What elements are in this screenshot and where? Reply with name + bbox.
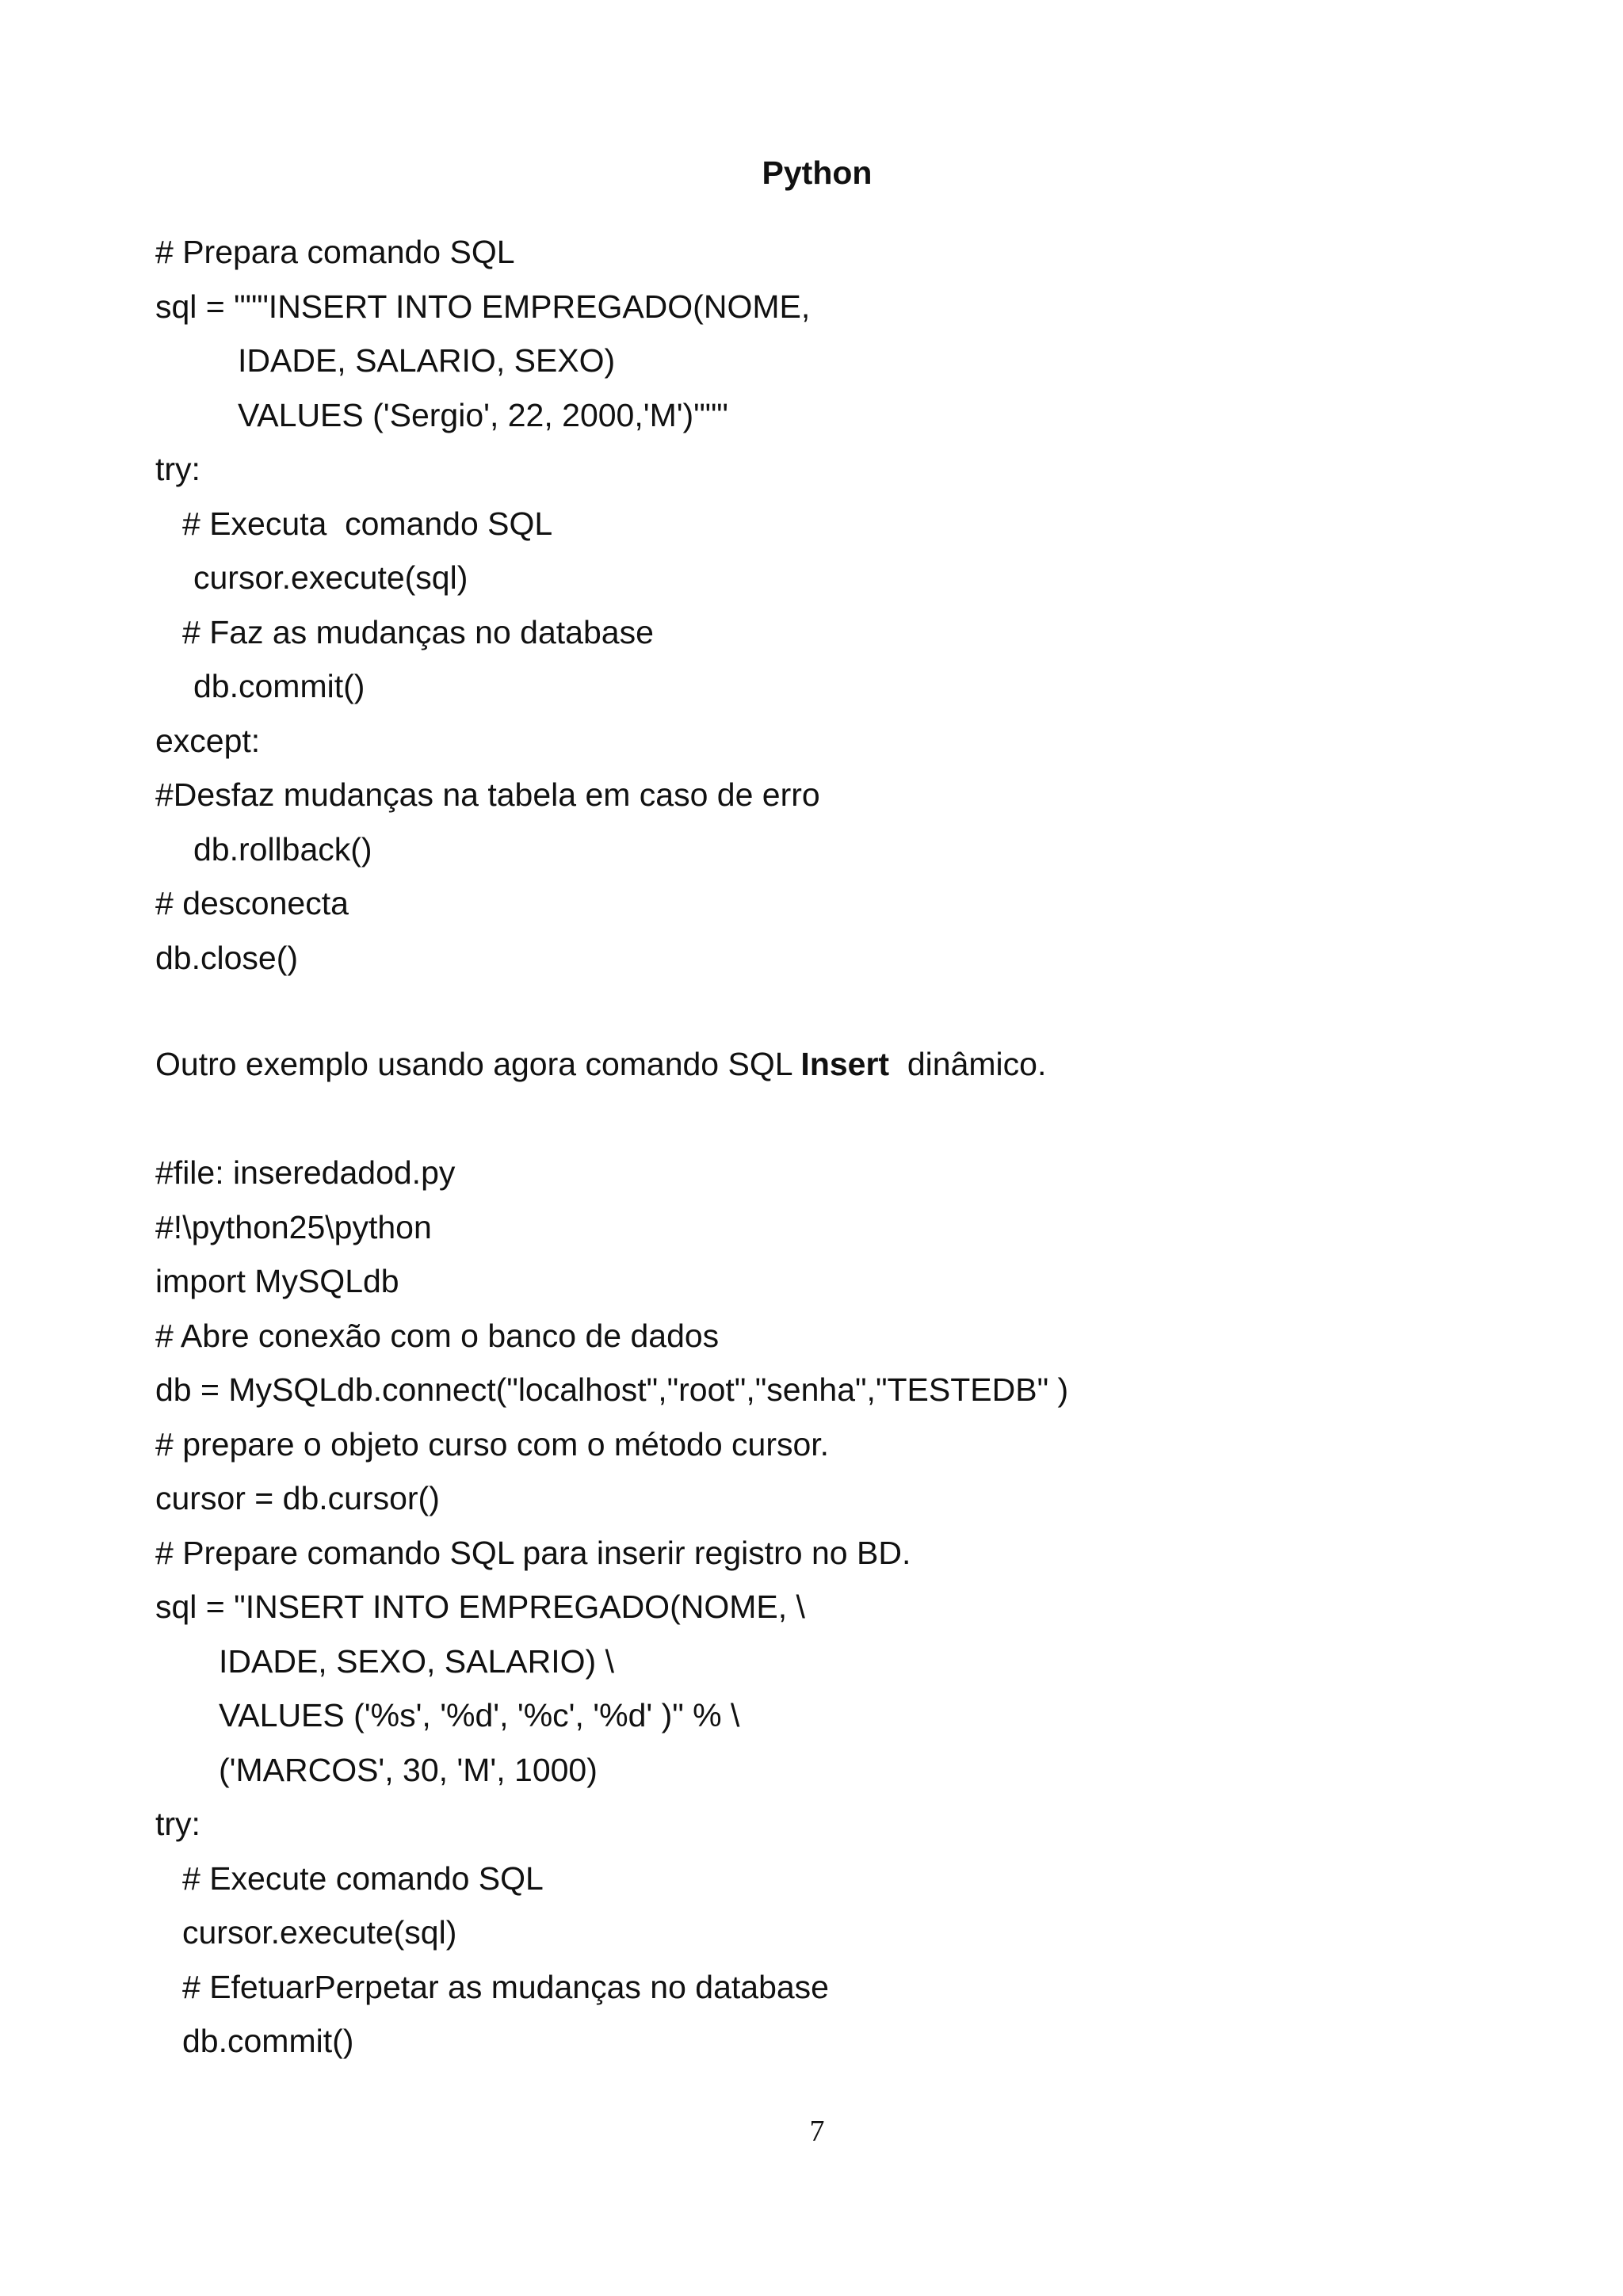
code-line: except: — [155, 723, 261, 759]
code-line: # EfetuarPerpetar as mudanças no database — [182, 1969, 829, 2005]
code-line: IDADE, SALARIO, SEXO) — [238, 342, 616, 379]
code-line: # Execute comando SQL — [182, 1860, 544, 1897]
paragraph-bold-keyword: Insert — [800, 1046, 890, 1082]
code-line: #Desfaz mudanças na tabela em caso de erro — [155, 776, 820, 813]
code-line: VALUES ('%s', '%d', '%c', '%d' )" % \ — [219, 1697, 740, 1733]
code-line: # Executa comando SQL — [182, 505, 553, 542]
code-line: # Abre conexão com o banco de dados — [155, 1318, 720, 1354]
code-line: cursor.execute(sql) — [182, 1914, 457, 1951]
code-line: db = MySQLdb.connect("localhost","root","senha","TESTEDB" ) — [155, 1371, 1069, 1408]
body-paragraph — [155, 1043, 1046, 1085]
code-line: db.commit() — [193, 668, 365, 704]
code-line: # Faz as mudanças no database — [182, 614, 654, 650]
paragraph-text: Outro exemplo usando agora comando SQL — [155, 1046, 801, 1082]
paragraph-text-end: dinâmico. — [889, 1046, 1047, 1082]
code-line: # Prepara comando SQL — [155, 234, 515, 270]
code-line: sql = "INSERT INTO EMPREGADO(NOME, \ — [155, 1589, 805, 1625]
code-line: try: — [155, 1806, 200, 1842]
code-line: import MySQLdb — [155, 1263, 399, 1299]
code-line: ('MARCOS', 30, 'M', 1000) — [219, 1752, 598, 1788]
code-line: VALUES ('Sergio', 22, 2000,'M')""" — [238, 397, 728, 433]
code-line: db.close() — [155, 940, 299, 976]
code-line: #!\python25\python — [155, 1209, 432, 1245]
code-line: IDADE, SEXO, SALARIO) \ — [219, 1643, 614, 1680]
code-line: try: — [155, 451, 200, 487]
page-number: 7 — [809, 2115, 825, 2148]
code-line: # Prepare comando SQL para inserir registro no BD. — [155, 1535, 911, 1571]
code-line: sql = """INSERT INTO EMPREGADO(NOME, — [155, 288, 811, 325]
code-line: db.rollback() — [193, 831, 372, 868]
page-title: Python — [762, 154, 873, 191]
code-line: cursor = db.cursor() — [155, 1480, 440, 1516]
code-line: db.commit() — [182, 2023, 354, 2059]
code-line: # prepare o objeto curso com o método cursor. — [155, 1426, 830, 1463]
code-line: #file: inseredadod.py — [155, 1154, 456, 1191]
code-line: cursor.execute(sql) — [193, 559, 468, 596]
code-line: # desconecta — [155, 885, 349, 921]
